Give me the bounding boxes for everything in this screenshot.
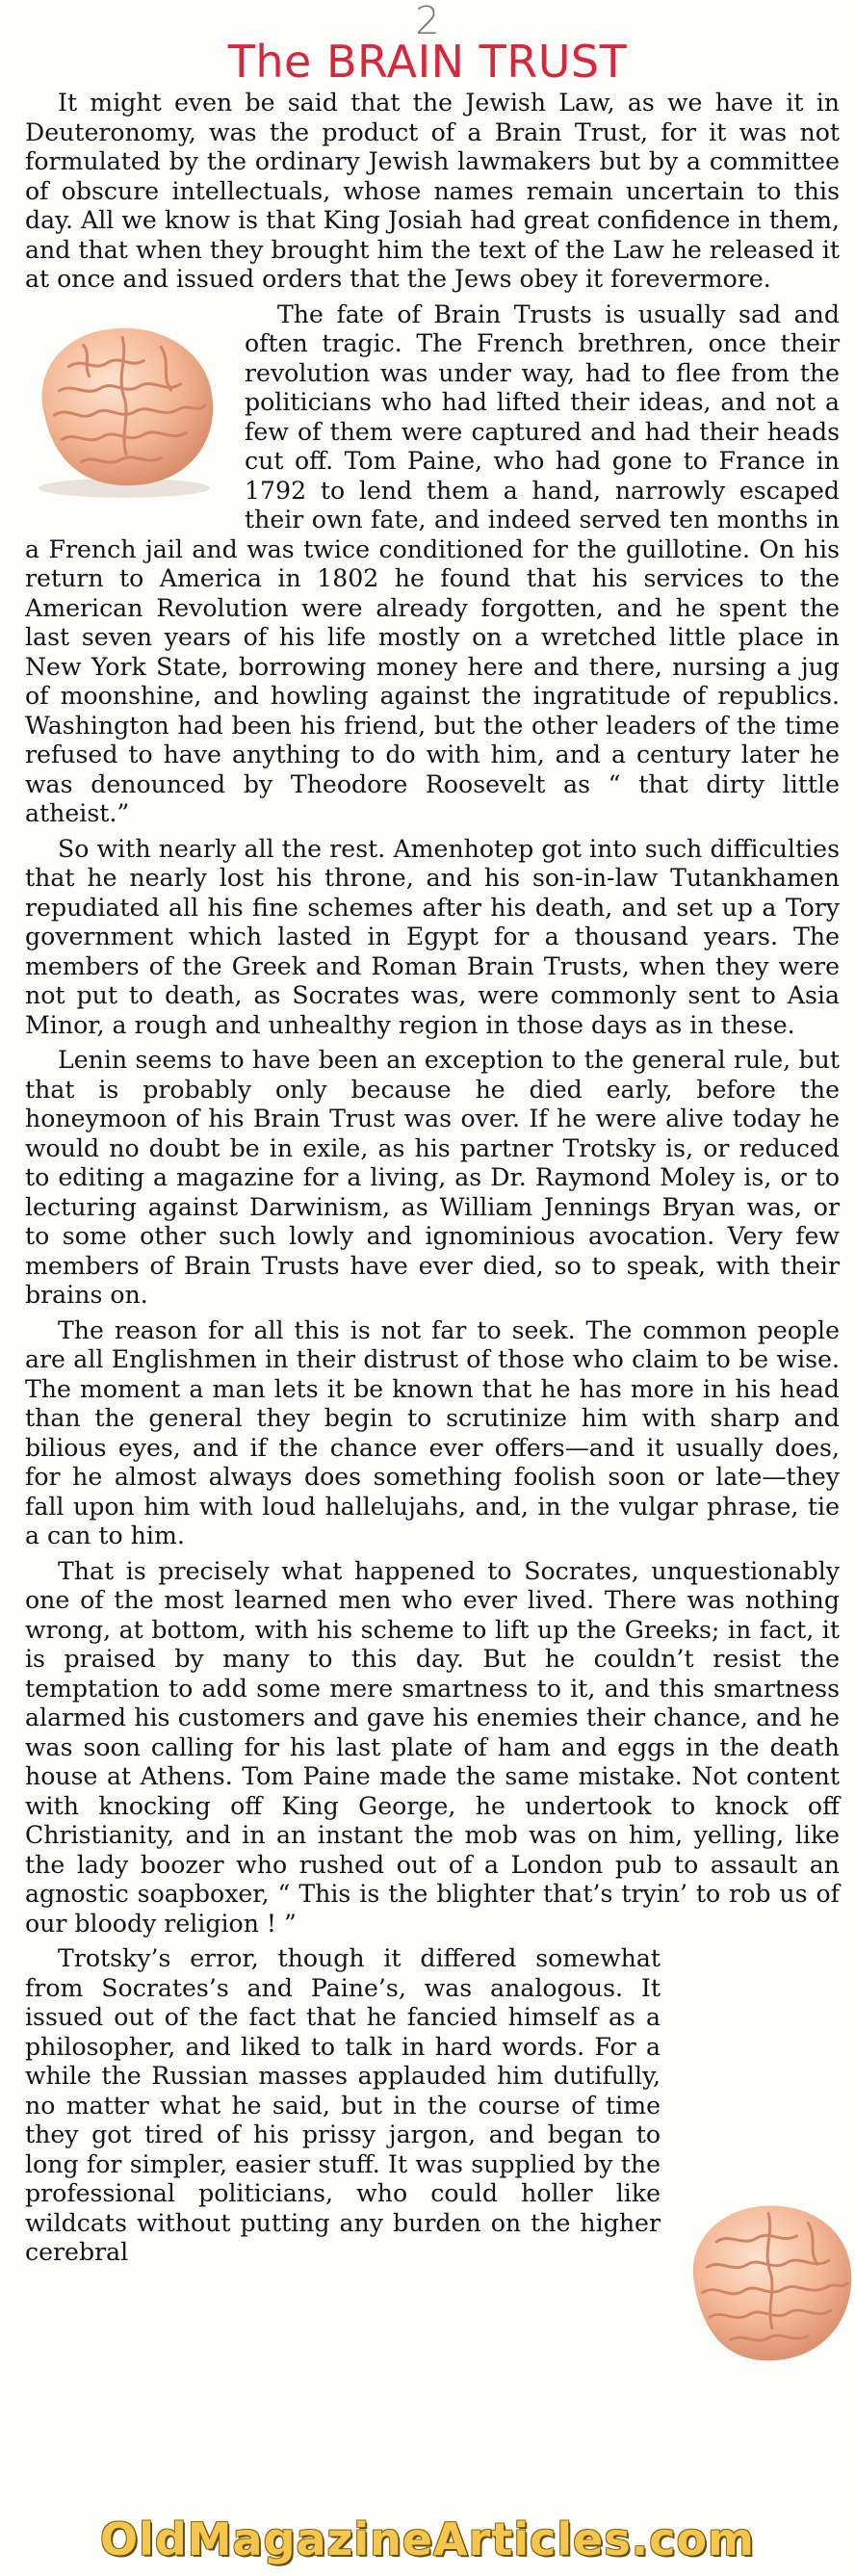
paragraph-6: That is precisely what happened to Socrates, unquestionably one of the most learned men who ever lived. There was nothing wrong, at bottom, with his scheme to lift up the Greeks; in fact, it is praised by many to this day. But he couldn’t resist the temptation to add some mere smartness to it, and this smartness alarmed his customers and gave his enemies their chance, and he was soon calling for his last plate of ham and eggs in the death house at Athens. Tom Paine made the same mistake. Not content with knocking off King George, he undertook to knock off Christianity, and in an instant the mob was on him, yelling, like the lady boozer who rushed out of a London pub to assault an agnostic soapboxer, “ This is the blighter that’s tryin’ to rob us of our bloody religion ! ”: [25, 1556, 840, 1938]
paragraph-3: So with nearly all the rest. Amenhotep got into such difficulties that he nearly lost his throne, and his son-in-law Tutankhamen repudiated all his fine schemes after his death, and set up a Tory government which lasted in Egypt for a thousand years. The members of the Greek and Roman Brain Trusts, when they were not put to death, as Socrates was, were commonly sent to Asia Minor, a rough and unhealthy region in those days as in these.: [25, 834, 840, 1039]
paragraph-4: Lenin seems to have been an exception to the general rule, but that is probably only because he died early, before the honeymoon of his Brain Trust was over. If he were alive today he would no doubt be in exile, as his partner Trotsky is, or reduced to editing a magazine for a living, as Dr. Raymond Moley is, or to lecturing against Darwinism, as William Jennings Bryan was, or to some other such lowly and ignominious avocation. Very few members of Brain Trusts have ever died, so to speak, with their brains on.: [25, 1046, 840, 1309]
brain-icon: [674, 2185, 855, 2378]
article-body: [25, 89, 840, 2378]
paragraph-1: It might even be said that the Jewish Law, as we have it in Deuteronomy, was the product of a Brain Trust, for it was not formulated by the ordinary Jewish lawmakers but by a committee of obscure intellectuals, whose names remain uncertain to this day. All we know is that King Josiah had great confidence in them, and that when they brought him the text of the Law he released it at once and issued orders that the Jews obey it forevermore.: [25, 89, 840, 293]
paragraph-7: Trotsky’s error, though it differed somewhat from Socrates’s and Paine’s, was analogous. It issued out of the fact that he fancied himself as a philosopher, and liked to talk in hard words. For a while the Russian masses applauded him dutifully, no matter what he said, but in the course of time they got tired of his prissy jargon, and began to long for simpler, easier stuff. It was supplied by the professional politicians, who could holler like wildcats without putting any burden on the higher cerebral: [25, 1944, 661, 2266]
brain-illustration-right: [674, 2185, 855, 2378]
watermark-logo: OldMagazineArticles.com: [0, 2510, 855, 2569]
page-number: 2: [415, 0, 440, 43]
brain-icon: [15, 306, 229, 505]
paragraph-2: The fate of Brain Trusts is usually sad and often tragic. The French brethren, once their revolution was under way, had to flee from the politicians who had lifted their ideas, and not a few of them were captured and had their heads cut off. Tom Paine, who had gone to France in 1792 to lend them a hand, narrowly escaped their own fate, and indeed served ten months in a French jail and was twice conditioned for the guillotine. On his return to America in 1802 he found that his services to the American Revolution were already forgotten, and he spent the last seven years of his life mostly on a wretched little place in New York State, borrowing money here and there, nursing a jug of moonshine, and howling against the ingratitude of republics. Washington had been his friend, but the other leaders of the time refused to have anything to do with him, and a century later he was denounced by Theodore Roosevelt as “ that dirty little atheist.”: [25, 299, 840, 827]
article-title: The BRAIN TRUST: [227, 36, 628, 88]
brain-illustration-left: [15, 306, 229, 505]
paragraph-5: The reason for all this is not far to seek. The common people are all Englishmen in their distrust of those who claim to be wise. The moment a man lets it be known that he has more in his head than the general they begin to scrutinize him with sharp and bilious eyes, and if the chance ever offers—and it usually does, for he almost always does something foolish soon or late—they fall upon him with loud hallelujahs, and, in the vulgar phrase, tie a can to him.: [25, 1315, 840, 1549]
